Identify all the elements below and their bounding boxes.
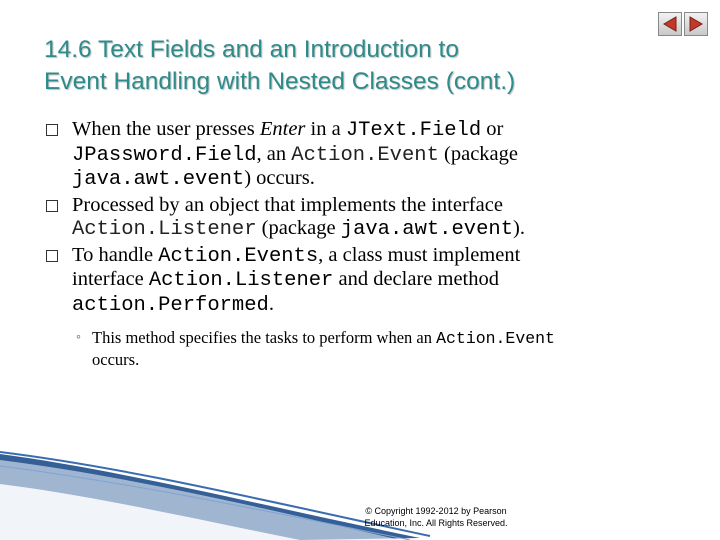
circle-bullet-icon: ◦ xyxy=(76,330,81,345)
title-line-2: Event Handling with Nested Classes (cont.) xyxy=(44,68,516,95)
square-bullet-icon xyxy=(46,250,58,262)
slide-top-frame xyxy=(0,0,720,8)
bullet-item: To handle Action.Events, a class must implement interface Action.Listener and declare method action.Performed. xyxy=(44,244,694,318)
previous-slide-button[interactable] xyxy=(658,12,682,36)
slide-navigation xyxy=(658,12,708,36)
slide-body xyxy=(44,118,694,370)
footer-line-2: Education, Inc. All Rights Reserved. xyxy=(364,518,508,528)
sub-bullet-item: ◦ This method specifies the tasks to perform when an Action.Event occurs. xyxy=(76,328,555,369)
square-bullet-icon xyxy=(46,200,58,212)
slide-title xyxy=(44,34,684,98)
bullet-item: Processed by an object that implements the interface Action.Listener (package java.awt.event). xyxy=(44,194,694,242)
next-slide-button[interactable] xyxy=(684,12,708,36)
copyright-footer xyxy=(336,505,536,529)
bullet-item: When the user presses Enter in a JText.Field or JPassword.Field, an Action.Event (package java.awt.event) occurs. xyxy=(44,118,694,192)
square-bullet-icon xyxy=(46,124,58,136)
footer-line-1: © Copyright 1992-2012 by Pearson xyxy=(365,506,507,516)
title-line-1: 14.6 Text Fields and an Introduction to xyxy=(44,36,459,63)
triangle-left-icon xyxy=(662,16,678,32)
triangle-right-icon xyxy=(688,16,704,32)
